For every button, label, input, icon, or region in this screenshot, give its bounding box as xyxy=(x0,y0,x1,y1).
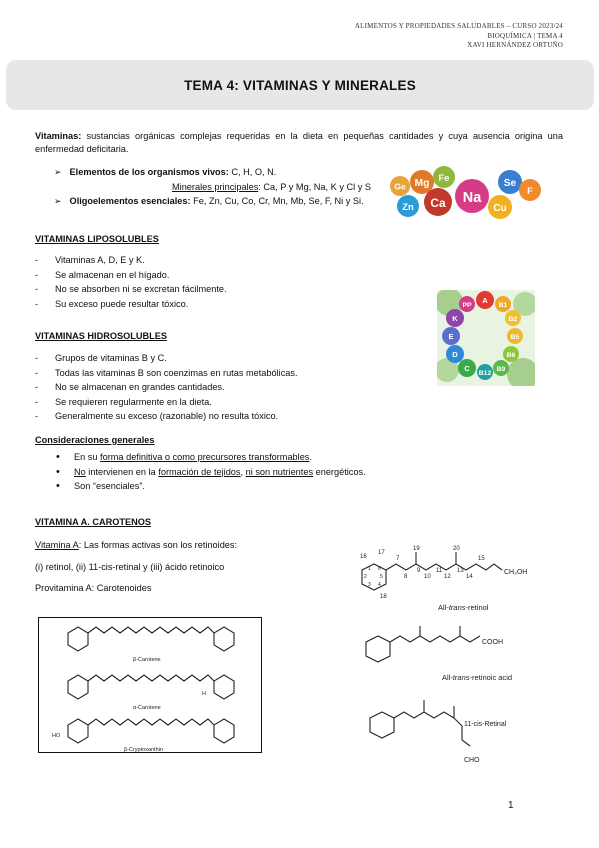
minerals-illustration xyxy=(388,166,550,222)
header-author: XAVI HERNÁNDEZ ORTUÑO xyxy=(467,41,563,49)
vitamin-ball-label: D xyxy=(452,350,458,360)
mineral-ball-label: Se xyxy=(503,178,517,190)
carotene-ho-label: HO xyxy=(52,733,61,739)
vitamin-ball-label: B6 xyxy=(506,351,516,359)
text-fragment: forma definitiva o como precursores transformables xyxy=(100,452,310,462)
retinol-number: 14 xyxy=(466,574,473,580)
list-liposolubles xyxy=(35,253,227,311)
title-banner xyxy=(6,60,594,110)
list-item: - Se almacenan en el hígado. xyxy=(35,268,227,283)
mineral-ball-label: Ge xyxy=(394,181,406,192)
vitamin-ball-label: C xyxy=(464,364,470,374)
mineral-ball-label: Ca xyxy=(430,195,446,210)
carotenoids-figure xyxy=(38,617,262,753)
text-fragment: energéticos. xyxy=(313,466,366,477)
page-number: 1 xyxy=(508,800,514,811)
retinol-number: 11 xyxy=(436,568,443,574)
mineral-ball-label: Cu xyxy=(493,203,507,215)
mineral-ball-label: Zn xyxy=(402,201,414,212)
arrow-bullet-icon: ➢ xyxy=(54,167,62,177)
vitamin-ball-label: K xyxy=(452,314,458,324)
intro-paragraph xyxy=(35,130,563,156)
text-fragment: No xyxy=(74,466,86,477)
retinol-number: 17 xyxy=(378,550,385,556)
retinal-label: 11-cis-Retinal xyxy=(464,721,507,728)
minerals-value: : Ca, P y Mg, Na, K y Cl y S xyxy=(258,182,371,192)
list-item xyxy=(56,465,366,480)
list-item: - Todas las vitaminas B son coenzimas en rutas metabólicas. xyxy=(35,366,298,381)
text-fragment: ni son nutrientes xyxy=(245,466,314,477)
intro-text: sustancias orgánicas complejas requeridas en la dieta en pequeñas cantidades y cuya ausencia origina una enfermedad deficitaria. xyxy=(35,131,563,154)
retinol-caption: All-trans-retinol xyxy=(438,603,489,612)
vitamina-a-line3: Provitamina A: Carotenoides xyxy=(35,583,152,593)
retinol-number: 8 xyxy=(404,574,408,580)
cooh-label: COOH xyxy=(482,639,503,646)
vitamin-ball-label: A xyxy=(482,296,488,306)
retinol-number: 10 xyxy=(424,574,431,580)
ch2oh-label: CH₂OH xyxy=(504,569,528,576)
heading-liposolubles: VITAMINAS LIPOSOLUBLES xyxy=(35,234,159,244)
carotene-label-cryptoxanthin: β-Cryptoxanthin xyxy=(124,747,163,753)
retinoic-acid-structure xyxy=(366,626,480,662)
minerals-line xyxy=(172,181,371,194)
vitamina-a-line2: (i) retinol, (ii) 11-cis-retinal y (iii) ácido retinoico xyxy=(35,562,225,572)
list-item: - Grupos de vitaminas B y C. xyxy=(35,351,298,366)
vitamina-a-line1 xyxy=(35,539,237,552)
carotene-label-alpha: α-Carotene xyxy=(133,705,161,711)
retinol-number: 16 xyxy=(360,554,367,560)
retinol-number: 13 xyxy=(457,568,464,574)
mineral-ball-label: Fe xyxy=(438,172,450,183)
vitamin-ball-label: B12 xyxy=(478,369,492,377)
retinol-number: 2 xyxy=(364,574,367,580)
list-item: • Son “esenciales”. xyxy=(56,479,366,494)
list-item xyxy=(56,450,366,465)
mineral-ball-label: Na xyxy=(462,189,482,206)
living-value: C, H, O, N. xyxy=(228,167,277,177)
list-item: - No se absorben ni se excretan fácilmente. xyxy=(35,282,227,297)
header-subject: BIOQUÍMICA | TEMA 4 xyxy=(487,31,563,40)
vitamina-a-text: : Las formas activas son los retinoides: xyxy=(78,540,238,550)
vitamin-ball-label: B5 xyxy=(510,333,520,341)
bullet-living-elements xyxy=(54,166,276,179)
list-consideraciones xyxy=(56,450,366,494)
text-fragment: En su xyxy=(74,452,101,462)
retinol-number: 19 xyxy=(413,546,420,552)
list-item: - Su exceso puede resultar tóxico. xyxy=(35,297,227,312)
page-title: TEMA 4: VITAMINAS Y MINERALES xyxy=(184,77,416,93)
retinol-number: 20 xyxy=(453,546,460,552)
list-item: - Generalmente su exceso (razonable) no resulta tóxico. xyxy=(35,409,298,424)
list-hidrosolubles xyxy=(35,351,298,424)
retinol-number: 1 xyxy=(368,566,371,572)
retinal-structure xyxy=(370,700,470,746)
retinol-number: 9 xyxy=(417,568,421,574)
oligo-value: Fe, Zn, Cu, Co, Cr, Mn, Mb, Se, F, Ni y Si. xyxy=(190,196,364,206)
retinol-number: 15 xyxy=(478,556,485,562)
retinol-number: 3 xyxy=(368,582,371,588)
vitamin-ball-label: PP xyxy=(462,301,472,309)
heading-hidrosolubles: VITAMINAS HIDROSOLUBLES xyxy=(35,331,168,341)
header-course: ALIMENTOS Y PROPIEDADES SALUDABLES – CURSO 2023/24 xyxy=(354,22,563,30)
list-item: - Vitaminas A, D, E y K. xyxy=(35,253,227,268)
list-item: - Se requieren regularmente en la dieta. xyxy=(35,395,298,410)
vitamin-ball-label: B1 xyxy=(498,301,508,309)
mineral-ball-label: F xyxy=(527,185,533,196)
intro-term: Vitaminas: xyxy=(35,131,82,141)
vitamina-a-label: Vitamina A xyxy=(35,540,79,550)
bullet-oligo-elements xyxy=(54,195,364,208)
text-fragment: . xyxy=(309,452,312,462)
living-label: Elementos de los organismos vivos: xyxy=(69,167,229,177)
text-fragment: intervienen en la xyxy=(85,466,159,477)
document-header xyxy=(355,22,563,51)
figure-frame xyxy=(39,618,262,753)
retinol-number: 4 xyxy=(378,582,381,588)
retinol-number: 12 xyxy=(444,574,451,580)
retinoids-figure xyxy=(354,540,564,766)
retinol-number: 18 xyxy=(380,594,387,600)
cho-label: CHO xyxy=(464,757,480,764)
retinoic-acid-caption: All-trans-retinoic acid xyxy=(442,673,513,682)
minerals-label: Minerales principales xyxy=(172,182,259,192)
mineral-ball-label: Mg xyxy=(414,178,430,190)
retinol-number: 6 xyxy=(378,566,381,572)
retinol-number: 7 xyxy=(396,556,400,562)
vitamin-ball-label: E xyxy=(448,332,454,342)
oligo-label: Oligoelementos esenciales: xyxy=(69,196,191,206)
carotene-label-beta: β-Carotene xyxy=(133,657,161,663)
arrow-bullet-icon: ➢ xyxy=(54,196,62,206)
vitamin-ball-label: B2 xyxy=(508,315,518,323)
vitamin-ball-label: B9 xyxy=(496,365,506,373)
carotene-h-label: H xyxy=(202,691,206,697)
heading-consideraciones: Consideraciones generales xyxy=(35,435,155,445)
text-fragment: formación de tejidos xyxy=(158,466,241,477)
vitamins-illustration xyxy=(437,290,535,386)
heading-vitamina-a: VITAMINA A. CAROTENOS xyxy=(35,517,152,527)
list-item: - No se almacenan en grandes cantidades. xyxy=(35,380,298,395)
retinol-number: 5 xyxy=(380,574,383,580)
text-fragment: , xyxy=(240,466,246,477)
